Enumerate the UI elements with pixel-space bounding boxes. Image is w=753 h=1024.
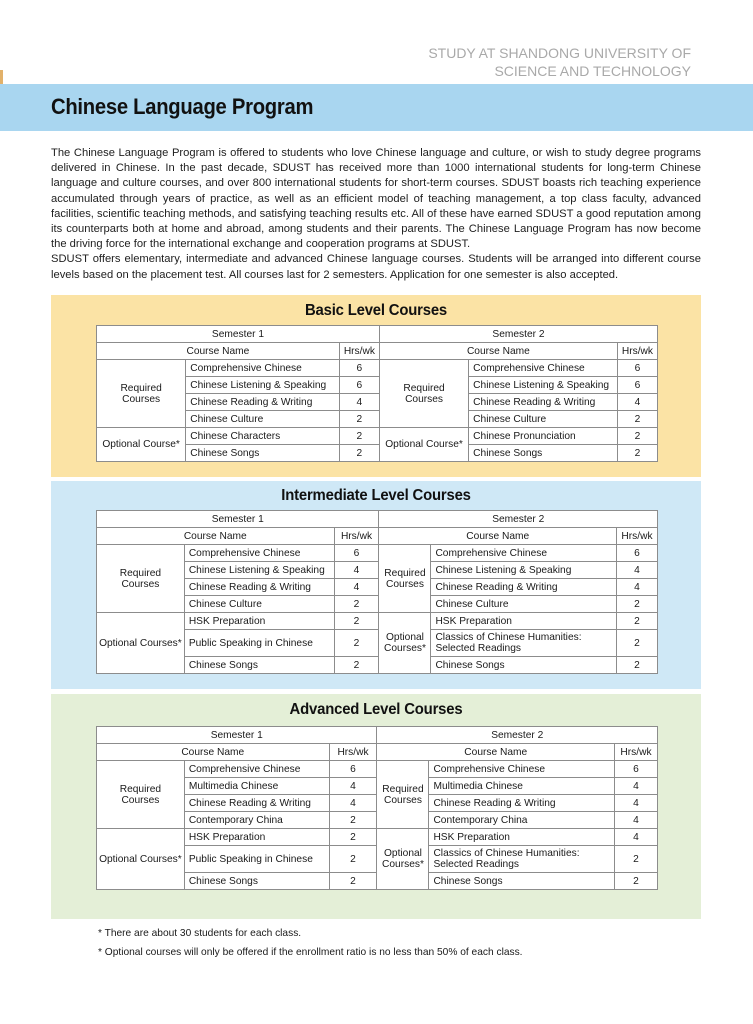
running-header-line-2: SCIENCE AND TECHNOLOGY [494, 63, 691, 79]
advanced-level-title: Advanced Level Courses [289, 701, 463, 718]
course-name: Chinese Songs [184, 657, 334, 674]
course-hours: 4 [334, 562, 379, 579]
table-row [97, 829, 658, 846]
table-row [97, 727, 658, 744]
course-name: HSK Preparation [431, 613, 617, 630]
basic-level-panel [51, 295, 701, 477]
course-name: HSK Preparation [184, 613, 334, 630]
running-header-line-1: STUDY AT SHANDONG UNIVERSITY OF [428, 45, 691, 61]
course-name: Chinese Characters [186, 428, 340, 445]
course-name: Classics of Chinese Humanities: Selected Readings [431, 630, 617, 657]
course-name-header: Course Name [379, 528, 616, 545]
course-name: Comprehensive Chinese [429, 761, 615, 778]
course-name: Chinese Reading & Writing [184, 795, 329, 812]
course-hours: 4 [614, 829, 657, 846]
optional-course-label: Optional Course* [97, 428, 186, 462]
semester-2-header: Semester 2 [379, 326, 657, 343]
course-hours: 2 [339, 411, 379, 428]
course-name-header: Course Name [97, 744, 330, 761]
semester-2-header: Semester 2 [379, 511, 658, 528]
table-row [97, 343, 658, 360]
course-hours: 6 [339, 360, 379, 377]
course-hours: 2 [334, 630, 379, 657]
course-hours: 6 [616, 545, 657, 562]
course-name: Chinese Listening & Speaking [469, 377, 618, 394]
footnote-1: * There are about 30 students for each class. [98, 928, 302, 939]
course-hours: 6 [614, 761, 657, 778]
course-hours: 2 [329, 829, 377, 846]
course-hours: 2 [334, 613, 379, 630]
table-row [97, 761, 658, 778]
course-hours: 2 [617, 445, 657, 462]
course-hours: 2 [329, 873, 377, 890]
table-row [97, 326, 658, 343]
course-hours: 2 [329, 846, 377, 873]
course-hours: 2 [616, 596, 657, 613]
course-hours: 2 [614, 846, 657, 873]
course-hours: 4 [329, 778, 377, 795]
required-courses-label: Required Courses [379, 360, 468, 428]
course-hours: 2 [334, 596, 379, 613]
course-name: Chinese Songs [184, 873, 329, 890]
required-courses-label: Required Courses [379, 545, 431, 613]
hours-header: Hrs/wk [339, 343, 379, 360]
table-row [97, 511, 658, 528]
course-hours: 4 [616, 562, 657, 579]
course-name: Multimedia Chinese [184, 778, 329, 795]
table-row [97, 428, 658, 445]
intermediate-level-title: Intermediate Level Courses [281, 487, 471, 504]
course-name: Comprehensive Chinese [431, 545, 617, 562]
course-name: Chinese Reading & Writing [186, 394, 340, 411]
title-band [0, 84, 753, 131]
course-hours: 4 [334, 579, 379, 596]
intro-paragraph-2: SDUST offers elementary, intermediate and advanced Chinese language courses. Students will be arranged into different course levels based on the placement test. All courses last for 2 semesters. Application for one semester is also accepted. [51, 253, 701, 281]
course-hours: 4 [614, 778, 657, 795]
optional-courses-label: Optional Courses* [97, 829, 185, 890]
course-hours: 4 [614, 812, 657, 829]
course-name: Contemporary China [184, 812, 329, 829]
intermediate-level-panel [51, 481, 701, 689]
course-name: Chinese Culture [186, 411, 340, 428]
course-name-header: Course Name [97, 528, 335, 545]
course-hours: 6 [334, 545, 379, 562]
basic-level-table [96, 325, 658, 462]
optional-courses-label: Optional Courses* [377, 829, 429, 890]
hours-header: Hrs/wk [616, 528, 657, 545]
advanced-level-panel [51, 694, 701, 919]
course-name: HSK Preparation [429, 829, 615, 846]
course-name: Comprehensive Chinese [186, 360, 340, 377]
course-name: Chinese Listening & Speaking [186, 377, 340, 394]
course-hours: 6 [617, 377, 657, 394]
page-title: Chinese Language Program [51, 94, 314, 119]
table-row [97, 528, 658, 545]
course-name-header: Course Name [379, 343, 617, 360]
advanced-level-table [96, 726, 658, 890]
semester-1-header: Semester 1 [97, 326, 380, 343]
course-hours: 4 [614, 795, 657, 812]
course-name: Chinese Culture [431, 596, 617, 613]
required-courses-label: Required Courses [97, 761, 185, 829]
course-name: Public Speaking in Chinese [184, 846, 329, 873]
course-name-header: Course Name [97, 343, 340, 360]
course-name: Comprehensive Chinese [184, 545, 334, 562]
table-row [97, 613, 658, 630]
course-hours: 2 [614, 873, 657, 890]
optional-courses-label: Optional Courses* [97, 613, 185, 674]
course-name: Chinese Reading & Writing [184, 579, 334, 596]
course-hours: 4 [329, 795, 377, 812]
required-courses-label: Required Courses [97, 360, 186, 428]
course-hours: 6 [329, 761, 377, 778]
optional-course-label: Optional Course* [379, 428, 468, 462]
course-name: Chinese Reading & Writing [431, 579, 617, 596]
course-hours: 2 [339, 428, 379, 445]
table-row [97, 360, 658, 377]
course-name: Multimedia Chinese [429, 778, 615, 795]
course-hours: 4 [339, 394, 379, 411]
footnotes [98, 924, 523, 962]
course-name: Classics of Chinese Humanities: Selected Readings [429, 846, 615, 873]
course-name: Comprehensive Chinese [184, 761, 329, 778]
course-name: Chinese Listening & Speaking [184, 562, 334, 579]
course-name: Chinese Culture [469, 411, 618, 428]
course-hours: 2 [329, 812, 377, 829]
required-courses-label: Required Courses [97, 545, 185, 613]
hours-header: Hrs/wk [614, 744, 657, 761]
hours-header: Hrs/wk [617, 343, 657, 360]
course-name: Chinese Pronunciation [469, 428, 618, 445]
course-hours: 2 [616, 657, 657, 674]
course-hours: 4 [617, 394, 657, 411]
course-hours: 2 [616, 630, 657, 657]
basic-level-title: Basic Level Courses [304, 302, 448, 319]
hours-header: Hrs/wk [334, 528, 379, 545]
course-name: HSK Preparation [184, 829, 329, 846]
semester-2-header: Semester 2 [377, 727, 658, 744]
course-hours: 4 [616, 579, 657, 596]
hours-header: Hrs/wk [329, 744, 377, 761]
course-hours: 2 [617, 428, 657, 445]
semester-1-header: Semester 1 [97, 511, 379, 528]
course-name: Chinese Listening & Speaking [431, 562, 617, 579]
course-hours: 6 [617, 360, 657, 377]
optional-courses-label: Optional Courses* [379, 613, 431, 674]
course-hours: 2 [334, 657, 379, 674]
course-name: Public Speaking in Chinese [184, 630, 334, 657]
intro-paragraph-1: The Chinese Language Program is offered to students who love Chinese language and culture, or wish to study degree programs delivered in Chinese. In the past decade, SDUST has received more than 1000 international students for long-term Chinese language and culture courses, and over 800 international students for short-term courses. SDUST boasts rich teaching experience accumulated through years of practice, as well as an efficient model of teaching management, a top class faculty, advanced facilities, scientific teaching methods, and satisfying teaching results etc. All of these have earned SDUST a good reputation among its counterparts both at home and abroad, among students and their parents. The Chinese Language Program has now become the driving force for the international exchange and cooperation programs at SDUST. [51, 147, 701, 251]
course-name: Chinese Songs [429, 873, 615, 890]
intro-text [51, 146, 701, 283]
intermediate-level-table [96, 510, 658, 674]
table-row [97, 545, 658, 562]
course-name: Contemporary China [429, 812, 615, 829]
course-name: Chinese Songs [469, 445, 618, 462]
course-hours: 2 [616, 613, 657, 630]
semester-1-header: Semester 1 [97, 727, 377, 744]
required-courses-label: Required Courses [377, 761, 429, 829]
course-name: Chinese Reading & Writing [429, 795, 615, 812]
footnote-2: * Optional courses will only be offered if the enrollment ratio is no less than 50% of each class. [98, 947, 523, 958]
running-header [428, 44, 691, 80]
course-name: Chinese Songs [431, 657, 617, 674]
course-hours: 2 [339, 445, 379, 462]
course-name: Chinese Culture [184, 596, 334, 613]
course-name: Comprehensive Chinese [469, 360, 618, 377]
course-name: Chinese Reading & Writing [469, 394, 618, 411]
course-hours: 6 [339, 377, 379, 394]
course-hours: 2 [617, 411, 657, 428]
course-name-header: Course Name [377, 744, 614, 761]
course-name: Chinese Songs [186, 445, 340, 462]
table-row [97, 744, 658, 761]
